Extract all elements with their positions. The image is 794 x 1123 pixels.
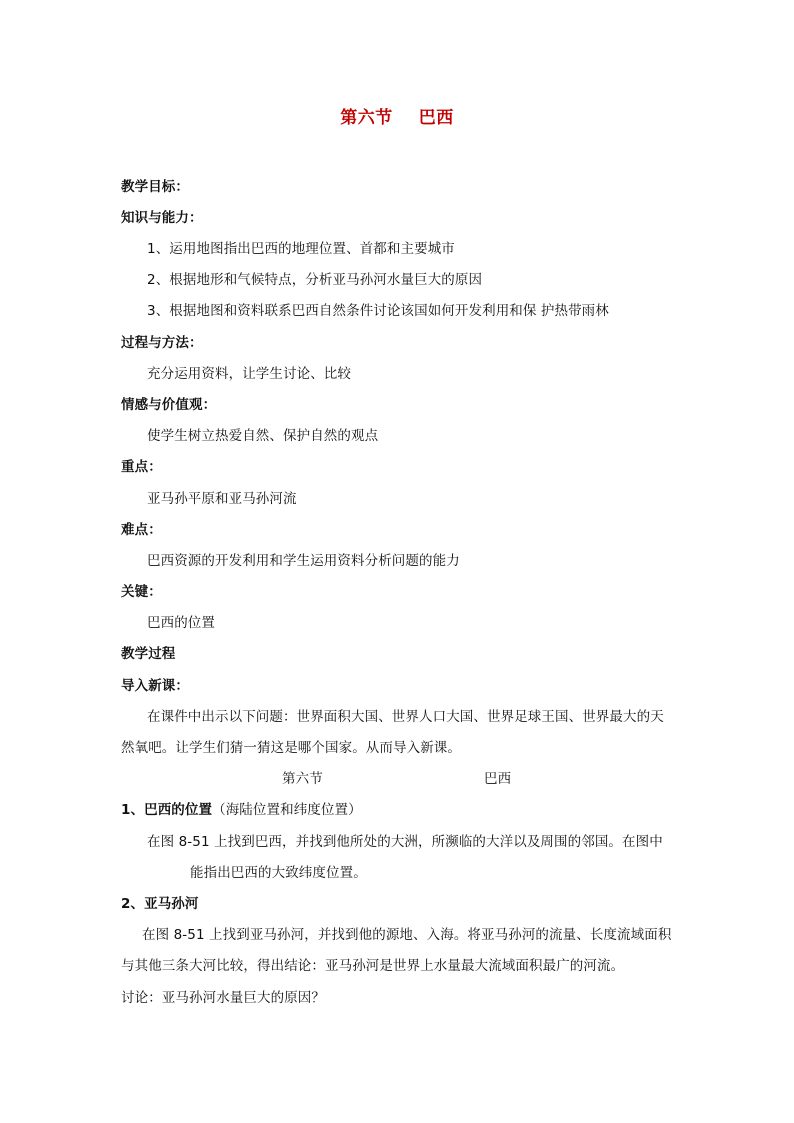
knowledge-item-3: 3、根据地图和资料联系巴西自然条件讨论该国如何开发利用和保 护热带雨林 <box>147 303 609 319</box>
subtitle-section: 第六节 <box>282 771 323 787</box>
part1-line-1: 在图 8-51 上找到巴西，并找到他所处的大洲，所濒临的大洋以及周围的邻国。在图中 <box>147 834 663 850</box>
knowledge-item-1: 1、运用地图指出巴西的地理位置、首都和主要城市 <box>147 241 455 257</box>
emotion-text: 使学生树立热爱自然、保护自然的观点 <box>147 428 379 444</box>
part2-line-2: 与其他三条大河比较，得出结论：亚马孙河是世界上水量最大流域面积最广的河流。 <box>121 958 625 974</box>
teaching-process-heading: 教学过程 <box>121 646 176 662</box>
part2-heading: 2、亚马孙河 <box>121 896 199 912</box>
part1-line-2: 能指出巴西的大致纬度位置。 <box>190 865 367 881</box>
title-section: 第六节 <box>340 108 393 128</box>
key-point-heading: 重点： <box>121 459 162 475</box>
knowledge-item-2: 2、根据地形和气候特点，分析亚马孙河水量巨大的原因 <box>147 272 483 288</box>
intro-line-1: 在课件中出示以下问题：世界面积大国、世界人口大国、世界足球王国、世界最大的天 <box>147 709 664 725</box>
key-text: 巴西的位置 <box>147 615 215 631</box>
discussion-text: 讨论：亚马孙河水量巨大的原因？ <box>121 990 325 1006</box>
part1-heading-line <box>121 801 362 819</box>
key-point-text: 亚马孙平原和亚马孙河流 <box>147 491 297 507</box>
process-text: 充分运用资料，让学生讨论、比较 <box>147 366 351 382</box>
part1-heading: 1、巴西的位置 <box>121 802 213 818</box>
title-country: 巴西 <box>418 108 454 128</box>
difficulty-heading: 难点： <box>121 522 162 538</box>
part1-note: （海陆位置和纬度位置） <box>212 802 362 818</box>
intro-line-2: 然氧吧。让学生们猜一猜这是哪个国家。从而导入新课。 <box>121 740 461 756</box>
objectives-heading: 教学目标： <box>121 179 189 195</box>
difficulty-text: 巴西资源的开发利用和学生运用资料分析问题的能力 <box>147 553 460 569</box>
knowledge-heading: 知识与能力： <box>121 210 203 226</box>
intro-heading: 导入新课： <box>121 678 189 694</box>
part2-line-1: 在图 8-51 上找到亚马孙河，并找到他的源地、入海。将亚马孙河的流量、长度流域面积 <box>142 927 672 943</box>
key-heading: 关键： <box>121 584 162 600</box>
page-title <box>0 107 794 129</box>
emotion-heading: 情感与价值观： <box>121 397 217 413</box>
subtitle-country: 巴西 <box>484 771 512 787</box>
process-heading: 过程与方法： <box>121 335 203 351</box>
